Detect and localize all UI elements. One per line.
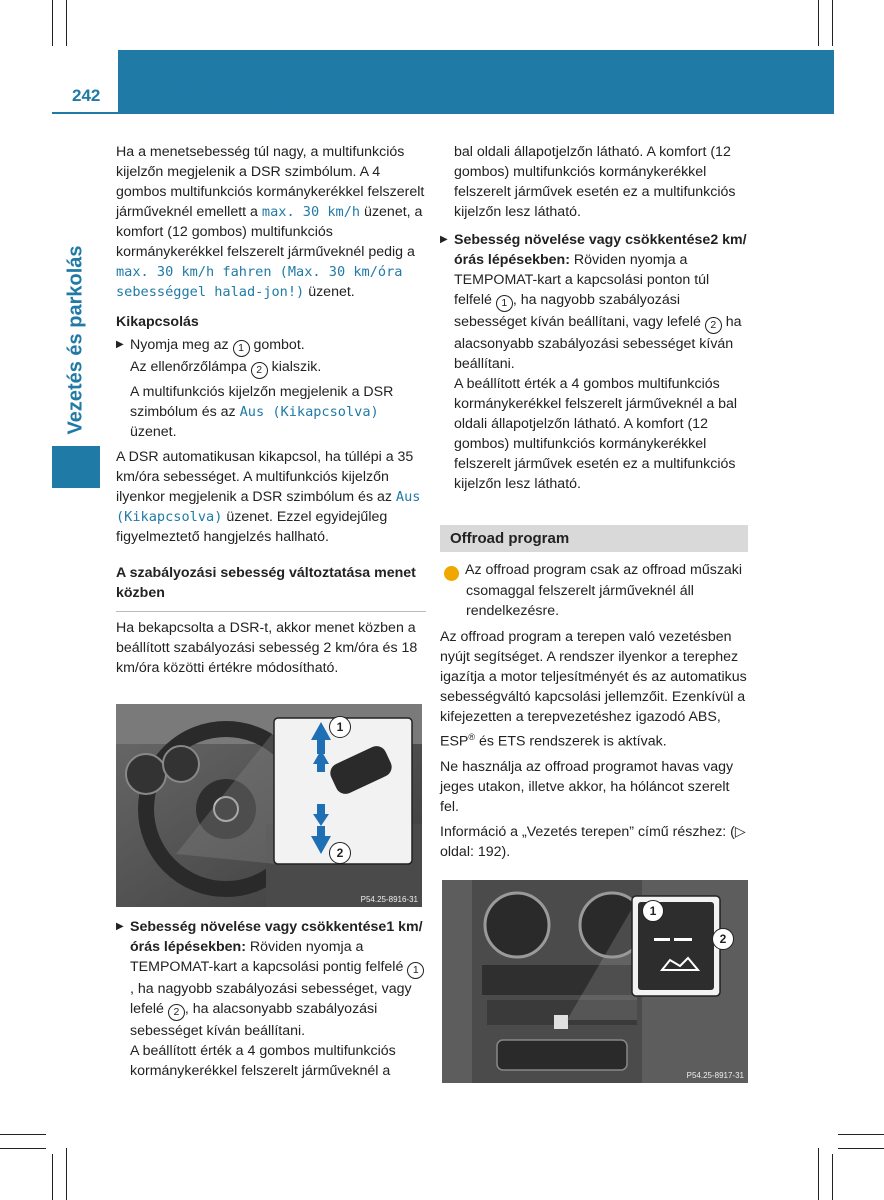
subheading: Kikapcsolás [116, 314, 199, 330]
right-column [440, 142, 750, 494]
steering-wheel-illustration [116, 704, 422, 907]
bullet-step [116, 917, 426, 1041]
display-message: max. 30 km/h [261, 204, 361, 220]
center-console-photo [442, 880, 748, 1083]
paragraph [440, 627, 750, 752]
display-message: Aus (Kikapcsolva) [239, 404, 379, 420]
text: A multifunkciós kijelzőn megjelenik a DSR szimbólum és az [130, 384, 394, 420]
side-tab-label: Vezetés és parkolás [64, 245, 87, 435]
crop-mark [838, 1148, 884, 1149]
paragraph [116, 447, 426, 547]
crop-mark [818, 1148, 819, 1200]
text: Az offroad program csak az offroad műszaki csomaggal felszerelt járműveknél áll rendelkezésre. [465, 562, 743, 619]
header-rule [52, 112, 834, 114]
step-result: A beállított érték a 4 gombos multifunkciós kormánykerékkel felszerelt járműveknél a bal oldali állapotjelzőn látható. A komfort (12 gombos) multifunkciós kormánykerékkel felszerelt járművek esetén ez a multifunkciós kijelzőn lesz látható. [454, 376, 738, 492]
registered-mark: ® [468, 732, 476, 742]
crop-mark [52, 0, 53, 46]
callout-1: 1 [642, 900, 664, 922]
text: kialszik. [267, 359, 322, 375]
photo-caption: P54.25-8917-31 [686, 1071, 744, 1080]
callout-number: 2 [168, 1004, 185, 1021]
text: Röviden nyomja a TEMPOMAT-kart a kapcsolási pontig felfelé [130, 939, 408, 975]
callout-1: 1 [329, 716, 351, 738]
crop-mark [0, 1134, 46, 1135]
divider [116, 611, 426, 612]
steering-wheel-photo [116, 704, 422, 907]
paragraph: Ha bekapcsolta a DSR-t, akkor menet közben a beállított szabályozási sebesség 2 km/óra és 18 km/óra közötti értékre módosítható. [116, 620, 418, 676]
text: üzenet. [304, 284, 355, 300]
display-message: max. 30 km/h fahren (Max. 30 km/óra sebességgel halad-jon!) [116, 264, 403, 300]
right-column-offroad [440, 560, 750, 862]
callout-number: 2 [705, 317, 722, 334]
left-column [116, 142, 426, 678]
side-tab [52, 230, 100, 450]
text: Ha a menetsebesség túl nagy, a multifunkciós kijelzőn megjelenik a DSR szimbólum. A 4 gombos multifunkciós kormánykerékkel felszerelt járműveknél emellett a [116, 144, 425, 220]
step-title: Sebesség növelése vagy csökkentése1 km/órás lépésekben: [130, 919, 423, 955]
display-message: Aus (Kikapcsolva) [116, 489, 421, 525]
text: Az offroad program a terepen való vezetésben nyújt segítséget. A rendszer ilyenkor a terephez igazítja a motor teljesítményét és az automatikus sebességváltó kapcsolási jellemzőit. Ezenkívül a kifejezetten a terepvezetéshez igazodó ABS, ESP [440, 629, 747, 750]
left-column-bottom [116, 917, 426, 1081]
page-number: 242 [72, 86, 101, 105]
crop-mark [832, 1154, 833, 1200]
step-result: A beállított érték a 4 gombos multifunkciós kormánykerékkel felszerelt járműveknél a [130, 1043, 396, 1079]
text: üzenet. [130, 424, 177, 440]
text: üzenet, a komfort (12 gombos) multifunkciós kormánykerékkel felszerelt járműveknél pedig a [116, 204, 423, 260]
text: gombot. [249, 337, 305, 353]
paragraph [116, 142, 426, 302]
text: Az ellenőrzőlámpa [130, 359, 251, 375]
info-icon: i [444, 566, 459, 581]
bullet-step [440, 230, 750, 374]
text: és ETS rendszerek is aktívak. [475, 733, 667, 750]
center-console-illustration [442, 880, 748, 1083]
info-note [440, 560, 750, 621]
crop-mark [66, 1148, 67, 1200]
callout-2: 2 [329, 842, 351, 864]
text: A DSR automatikusan kikapcsol, ha túllépi a 35 km/óra sebességet. A multifunkciós kijelzőn ilyenkor megjelenik a DSR szimbólum és az [116, 449, 414, 505]
text: ha alacsonyabb szabályozási sebességet kíván beállítani. [454, 314, 742, 372]
text: Röviden nyomja a TEMPOMAT-kart a kapcsolási ponton túl felfelé [454, 252, 710, 308]
bullet-step [116, 335, 426, 357]
step-result [116, 357, 426, 379]
text: Nyomja meg az [130, 337, 233, 353]
step-result: bal oldali állapotjelzőn látható. A komfort (12 gombos) multifunkciós kormánykerékkel felszerelt járművek esetén ez a multifunkciós kijelzőn lesz látható. [454, 144, 736, 220]
callout-number: 1 [233, 340, 250, 357]
crop-mark [818, 0, 819, 46]
text: , ha nagyobb szabályozási sebességet kíván beállítani, vagy lefelé [454, 292, 705, 330]
subheading: A szabályozási sebesség változtatása menet közben [116, 565, 416, 601]
callout-number: 1 [496, 295, 513, 312]
crop-mark [52, 1154, 53, 1200]
text: , ha nagyobb szabályozási sebességet, vagy lefelé [130, 981, 412, 1017]
cross-reference: Információ a „Vezetés terepen” című részhez: (▷ oldal: 192). [440, 823, 746, 860]
crop-mark [832, 0, 833, 46]
section-heading: Offroad program [440, 525, 748, 552]
step-result [116, 382, 426, 442]
text: , ha alacsonyabb szabályozási sebességet kíván beállítani. [130, 1001, 378, 1039]
callout-number: 2 [251, 362, 268, 379]
side-tab-block [52, 446, 100, 488]
callout-2: 2 [712, 928, 734, 950]
step-title: Sebesség növelése vagy csökkentése2 km/órás lépésekben: [454, 232, 747, 268]
text: üzenet. Ezzel egyidejűleg figyelmeztető hangjelzés hallható. [116, 509, 388, 545]
photo-caption: P54.25-8916-31 [360, 895, 418, 904]
page-title: Rendszerek terepre [128, 83, 314, 105]
crop-mark [66, 0, 67, 46]
crop-mark [838, 1134, 884, 1135]
paragraph: Ne használja az offroad programot havas vagy jeges utakon, illetve akkor, ha hóláncot szerelt fel. [440, 758, 734, 815]
callout-number: 1 [407, 962, 424, 979]
crop-mark [0, 1148, 46, 1149]
